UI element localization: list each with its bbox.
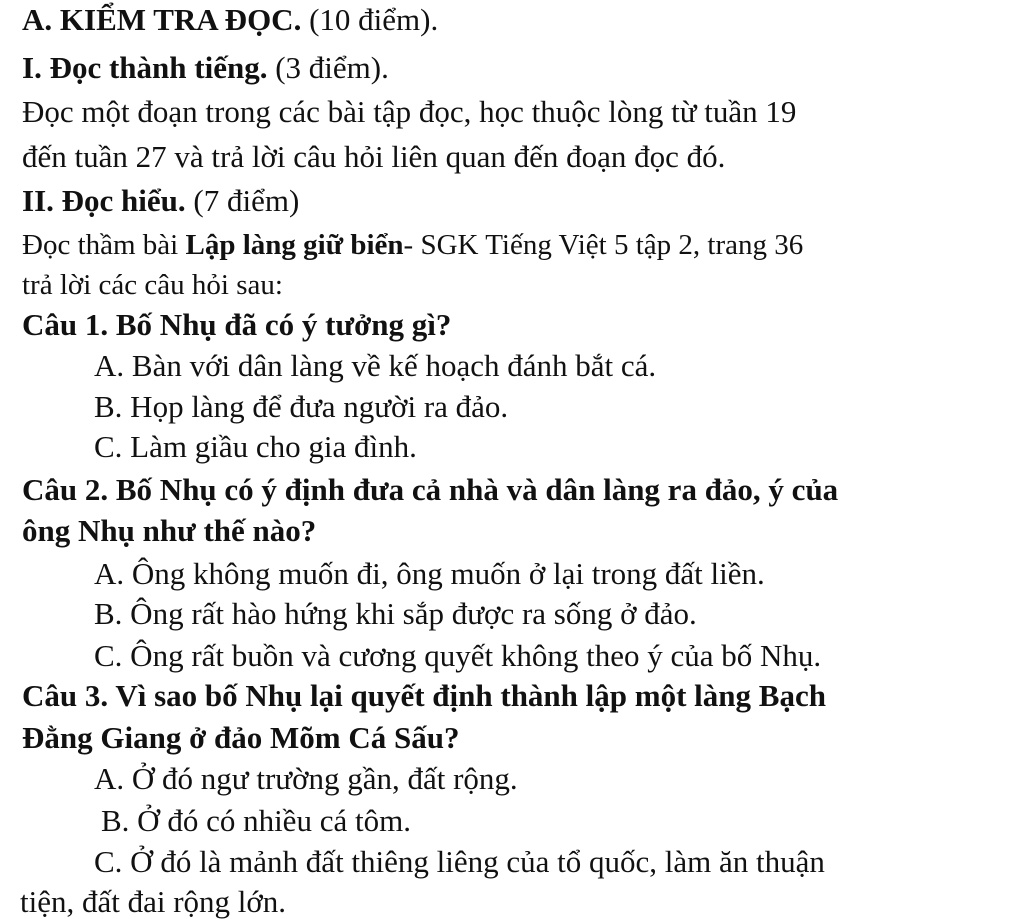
question-2-option-a: A. Ông không muốn đi, ông muốn ở lại trong đất liền. [94, 556, 765, 591]
question-1-option-c: C. Làm giầu cho gia đình. [94, 429, 417, 464]
instruction-suffix: - SGK Tiếng Việt 5 tập 2, trang 36 [403, 229, 804, 261]
question-2-line-1: Câu 2. Bố Nhụ có ý định đưa cả nhà và dân làng ra đảo, ý của [22, 472, 839, 507]
question-1: Câu 1. Bố Nhụ đã có ý tưởng gì? [22, 307, 452, 342]
instruction-prefix: Đọc thầm bài [22, 229, 186, 261]
section-ii-instruction-line-2: trả lời các câu hỏi sau: [22, 269, 283, 301]
section-i-text-line-1: Đọc một đoạn trong các bài tập đọc, học thuộc lòng từ tuần 19 [22, 94, 797, 129]
question-2-line-2: ông Nhụ như thế nào? [22, 513, 317, 548]
question-3-line-1: Câu 3. Vì sao bố Nhụ lại quyết định thành lập một làng Bạch [22, 678, 826, 713]
question-3-option-c: C. Ở đó là mảnh đất thiêng liêng của tổ quốc, làm ăn thuận [94, 844, 825, 879]
question-3-option-c-continuation: tiện, đất đai rộng lớn. [20, 884, 287, 919]
section-i-title: I. Đọc thành tiếng. [22, 50, 268, 85]
question-3-option-b: B. Ở đó có nhiều cá tôm. [101, 803, 411, 838]
section-ii-title: II. Đọc hiểu. [22, 183, 186, 218]
question-3-option-a: A. Ở đó ngư trường gần, đất rộng. [94, 761, 518, 796]
section-ii-points: (7 điểm) [185, 183, 300, 218]
section-i-heading [22, 48, 389, 88]
section-ii-instruction [22, 225, 803, 265]
section-ii-heading [22, 181, 299, 221]
question-2-option-c: C. Ông rất buồn và cương quyết không theo ý của bố Nhụ. [94, 638, 822, 673]
question-3-line-2: Đằng Giang ở đảo Mõm Cá Sấu? [22, 720, 460, 755]
lesson-title: Lập làng giữ biển [185, 229, 404, 261]
section-a-title: A. KIỂM TRA ĐỌC. [22, 2, 302, 37]
section-i-points: (3 điểm). [267, 50, 389, 85]
question-1-option-a: A. Bàn với dân làng về kế hoạch đánh bắt cá. [94, 348, 657, 383]
section-a-heading [22, 0, 438, 40]
question-1-option-b: B. Họp làng để đưa người ra đảo. [94, 389, 509, 424]
section-i-text-line-2: đến tuần 27 và trả lời câu hỏi liên quan đến đoạn đọc đó. [22, 139, 726, 174]
question-2-option-b: B. Ông rất hào hứng khi sắp được ra sống ở đảo. [94, 596, 697, 631]
section-a-points: (10 điểm). [301, 2, 439, 37]
